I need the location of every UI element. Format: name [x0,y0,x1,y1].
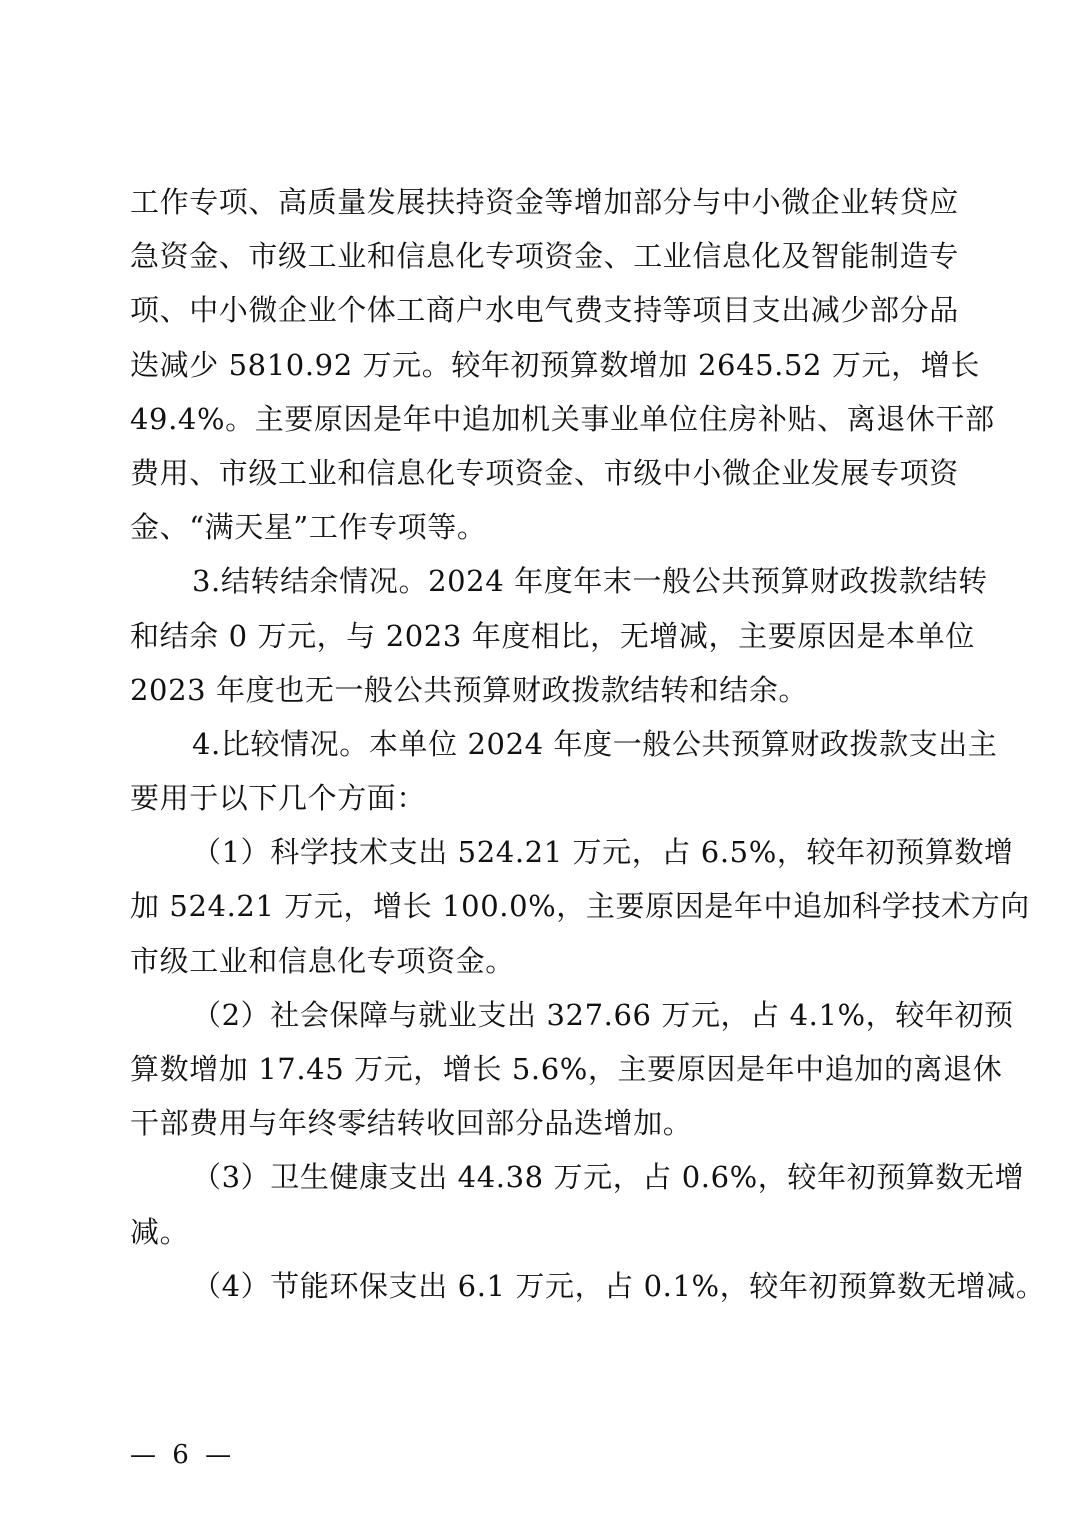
page-number: — 6 — [130,1440,236,1470]
text-line: 加 524.21 万元，增长 100.0%，主要原因是年中追加科学技术方向 [130,889,1030,924]
text-line: 算数增加 17.45 万元，增长 5.6%，主要原因是年中追加的离退休 [130,1052,1003,1086]
text-line: 减。 [130,1214,190,1249]
text-line: 2023 年度也无一般公共预算财政拨款结转和结余。 [130,672,809,707]
text-line: 49.4%。主要原因是年中追加机关事业单位住房补贴、离退休干部 [130,401,995,436]
text-line: 工作专项、高质量发展扶持资金等增加部分与中小微企业转贷应 [130,185,959,219]
list-item-2: （2）社会保障与就业支出 327.66 万元，占 4.1%，较年初预 [192,997,1014,1032]
text-line: 要用于以下几个方面： [130,781,427,816]
text-line: 金、“满天星”工作专项等。 [130,510,487,545]
text-line: 干部费用与年终零结转收回部分品迭增加。 [130,1106,693,1141]
text-line: 市级工业和信息化专项资金。 [130,943,515,978]
text-line: 项、中小微企业个体工商户水电气费支持等项目支出减少部分品 [130,293,959,328]
section-heading-comparison: 4.比较情况。本单位 2024 年度一般公共预算财政拨款支出主 [192,726,998,761]
text-line: 费用、市级工业和信息化专项资金、市级中小微企业发展专项资 [130,455,959,490]
section-heading-carryover: 3.结转结余情况。2024 年度年末一般公共预算财政拨款结转 [192,564,988,599]
text-line: 急资金、市级工业和信息化专项资金、工业信息化及智能制造专 [130,239,959,274]
text-line: 和结余 0 万元，与 2023 年度相比，无增减，主要原因是本单位 [130,618,975,653]
document-body [130,185,1046,1324]
list-item-3: （3）卫生健康支出 44.38 万元，占 0.6%，较年初预算数无增 [192,1160,1025,1195]
list-item-4: （4）节能环保支出 6.1 万元，占 0.1%，较年初预算数无增减。 [192,1268,1046,1303]
text-line: 迭减少 5810.92 万元。较年初预算数增加 2645.52 万元，增长 [130,347,980,382]
list-item-1: （1）科学技术支出 524.21 万元，占 6.5%，较年初预算数增 [192,835,1014,870]
